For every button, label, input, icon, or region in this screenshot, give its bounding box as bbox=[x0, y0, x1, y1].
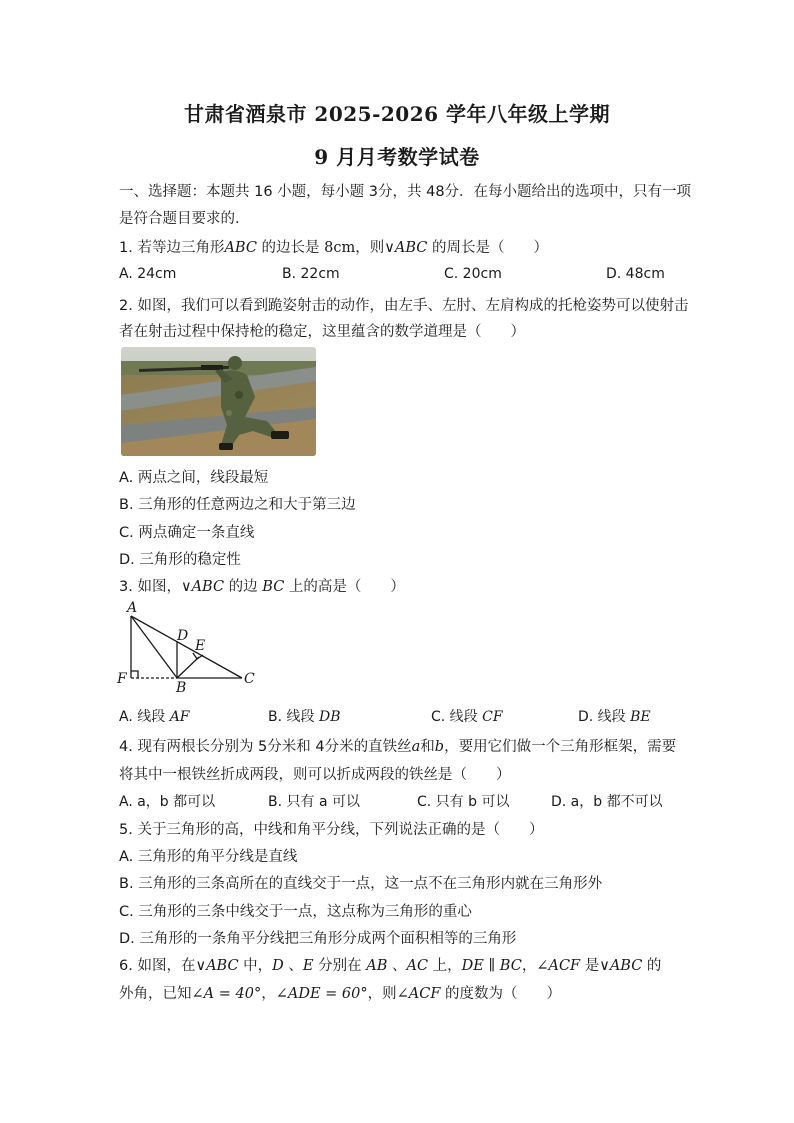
question-5-option-d[interactable]: D. 三角形的一条角平分线把三角形分成两个面积相等的三角形 bbox=[119, 931, 517, 947]
question-4-option-a[interactable]: A. a，b 都可以 bbox=[119, 794, 216, 810]
exam-title-line2: 9 月月考数学试卷 bbox=[314, 145, 480, 169]
question-2-option-d[interactable]: D. 三角形的稳定性 bbox=[119, 552, 241, 568]
vertex-label-b: B bbox=[176, 680, 187, 694]
question-3-stem: 3. 如图，∨ABC 的边 BC 上的高是（ ） bbox=[119, 579, 405, 595]
question-3-option-d[interactable]: D. 线段 BE bbox=[578, 709, 651, 725]
question-5-option-c[interactable]: C. 三角形的三条中线交于一点，这点称为三角形的重心 bbox=[119, 904, 472, 920]
question-2-stem-line2: 者在射击过程中保持枪的稳定，这里蕴含的数学道理是（ ） bbox=[119, 324, 525, 340]
question-2-option-b[interactable]: B. 三角形的任意两边之和大于第三边 bbox=[119, 497, 356, 513]
question-2-option-a[interactable]: A. 两点之间，线段最短 bbox=[119, 470, 269, 486]
question-5-stem: 5. 关于三角形的高，中线和角平分线，下列说法正确的是（ ） bbox=[119, 822, 544, 838]
vertex-label-f: F bbox=[117, 671, 127, 687]
question-4-option-c[interactable]: C. 只有 b 可以 bbox=[417, 794, 510, 810]
question-4-stem-line2: 将其中一根铁丝折成两段，则可以折成两段的铁丝是（ ） bbox=[119, 767, 511, 783]
vertex-label-e: E bbox=[195, 638, 206, 654]
question-2-stem-line1: 2. 如图，我们可以看到跪姿射击的动作，由左手、左肘、左肩构成的托枪姿势可以使射击 bbox=[119, 298, 689, 314]
question-5-option-b[interactable]: B. 三角形的三条高所在的直线交于一点，这一点不在三角形内就在三角形外 bbox=[119, 876, 603, 892]
question-5-option-a[interactable]: A. 三角形的角平分线是直线 bbox=[119, 849, 298, 865]
question-1-option-b[interactable]: B. 22cm bbox=[282, 266, 340, 282]
question-1-stem: 1. 若等边三角形ABC 的边长是 8cm，则∨ABC 的周长是（ ） bbox=[119, 240, 548, 256]
vertex-label-d: D bbox=[177, 628, 189, 644]
question-3-option-c[interactable]: C. 线段 CF bbox=[431, 709, 503, 725]
question-1-option-d[interactable]: D. 48cm bbox=[606, 266, 665, 282]
triangle-altitude-diagram bbox=[115, 598, 275, 698]
question-1-option-a[interactable]: A. 24cm bbox=[119, 266, 177, 282]
question-3-option-a[interactable]: A. 线段 AF bbox=[119, 709, 190, 725]
question-1-option-c[interactable]: C. 20cm bbox=[444, 266, 502, 282]
question-6-stem-line1: 6. 如图，在∨ABC 中，D 、E 分别在 AB 、AC 上，DE ∥ BC，∠ACF 是∨ABC 的 bbox=[119, 958, 662, 974]
vertex-label-c: C bbox=[244, 671, 255, 687]
vertex-label-a: A bbox=[127, 600, 138, 616]
section-instructions-line2: 是符合题目要求的． bbox=[119, 211, 250, 227]
question-4-option-d[interactable]: D. a，b 都不可以 bbox=[551, 794, 663, 810]
question-2-option-c[interactable]: C. 两点确定一条直线 bbox=[119, 525, 255, 541]
question-3-option-b[interactable]: B. 线段 DB bbox=[268, 709, 341, 725]
question-4-stem-line1: 4. 现有两根长分别为 5分米和 4分米的直铁丝a和b，要用它们做一个三角形框架，需要 bbox=[119, 739, 677, 755]
question-6-stem-line2: 外角，已知∠A = 40°，∠ADE = 60°，则∠ACF 的度数为（ ） bbox=[119, 986, 561, 1002]
kneeling-shooter-photo bbox=[121, 347, 316, 456]
exam-title-line1: 甘肃省酒泉市 2025-2026 学年八年级上学期 bbox=[183, 102, 611, 126]
question-4-option-b[interactable]: B. 只有 a 可以 bbox=[268, 794, 360, 810]
section-instructions-line1: 一、选择题：本题共 16 小题，每小题 3分，共 48分．在每小题给出的选项中，只有一项 bbox=[119, 184, 692, 200]
